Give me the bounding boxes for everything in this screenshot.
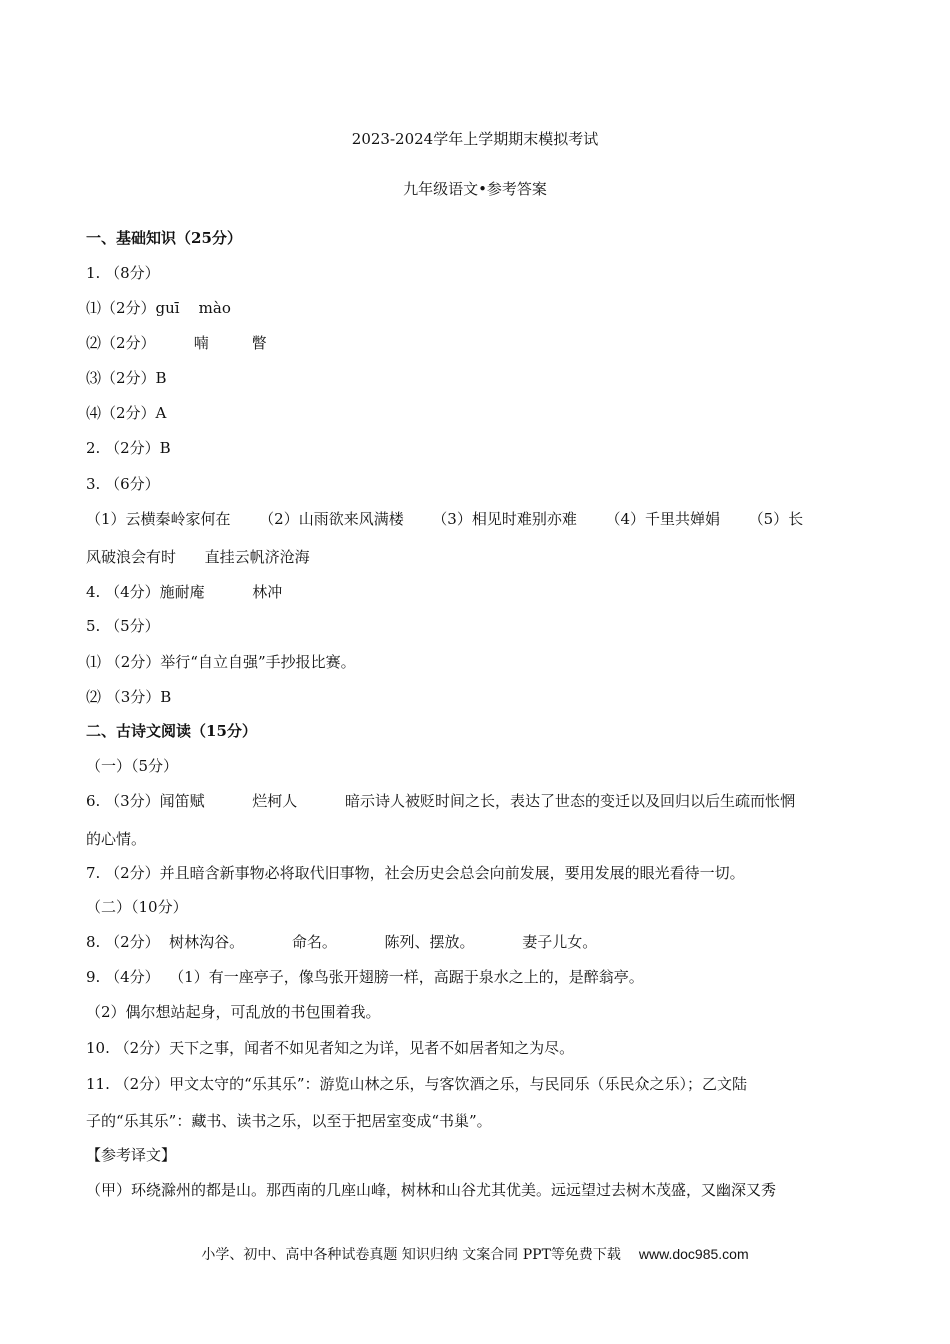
answer-line: （二）（10分）: [86, 898, 188, 916]
footer-text: 小学、初中、高中各种试卷真题 知识归纳 文案合同 PPT等免费下载: [201, 1247, 621, 1263]
answer-line: 5. （5分）: [86, 617, 160, 635]
answer-line: ⑷（2分）A: [86, 404, 167, 422]
answer-line: ⑴（2分）guī mào: [86, 299, 231, 317]
page-footer: [0, 1244, 950, 1264]
document-title: 2023-2024学年上学期期末模拟考试: [351, 130, 599, 148]
answer-line: （1）云横秦岭家何在 （2）山雨欲来风满楼 （3）相见时难别亦难 （4）千里共婵娟 （5）长: [86, 510, 804, 528]
document-subtitle: 九年级语文•参考答案: [403, 180, 547, 198]
answer-line: 10. （2分）天下之事，闻者不如见者知之为详，见者不如居者知之为尽。: [86, 1039, 575, 1057]
answer-line: 7. （2分）并且暗含新事物必将取代旧事物，社会历史会总会向前发展，要用发展的眼光看待一切。: [86, 864, 745, 882]
answer-line: ⑴ （2分）举行“自立自强”手抄报比赛。: [86, 653, 356, 671]
answer-line: ⑶（2分）B: [86, 369, 167, 387]
answer-line: 6. （3分）闻笛赋 烂柯人 暗示诗人被贬时间之长，表达了世态的变迁以及回归以后生疏而怅惘: [86, 792, 795, 810]
answer-line: （一）（5分）: [86, 757, 179, 775]
answer-line: 8. （2分） 树林沟谷。 命名。 陈列、摆放。 妻子儿女。: [86, 933, 598, 951]
answer-line: （甲）环绕滁州的都是山。那西南的几座山峰，树林和山谷尤其优美。远远望过去树木茂盛，又幽深又秀: [86, 1181, 777, 1199]
answer-line: （2）偶尔想站起身，可乱放的书包围着我。: [86, 1003, 381, 1021]
answer-line: ⑵ （3分）B: [86, 688, 172, 706]
answer-line: 子的“乐其乐”：藏书、读书之乐，以至于把居室变成“书巢”。: [86, 1112, 492, 1130]
answer-line: 11. （2分）甲文太守的“乐其乐”：游览山林之乐，与客饮酒之乐，与民同乐（乐民众之乐）；乙文陆: [86, 1075, 748, 1093]
footer-site[interactable]: www.doc985.com: [638, 1246, 749, 1262]
section-heading: 二、古诗文阅读（15分）: [86, 722, 257, 740]
section-heading: 一、基础知识（25分）: [86, 229, 242, 247]
answer-line: 【参考译文】: [86, 1146, 177, 1164]
answer-line: 3. （6分）: [86, 475, 160, 493]
answer-line: 1. （8分）: [86, 264, 160, 282]
answer-line: 风破浪会有时 直挂云帆济沧海: [86, 548, 310, 566]
answer-line: 9. （4分） （1）有一座亭子，像鸟张开翅膀一样，高踞于泉水之上的，是醉翁亭。: [86, 968, 644, 986]
answer-line: 的心情。: [86, 830, 147, 848]
answer-line: ⑵（2分） 喃 瞥: [86, 334, 267, 352]
answer-line: 2. （2分）B: [86, 439, 171, 457]
answer-line: 4. （4分）施耐庵 林冲: [86, 583, 283, 601]
